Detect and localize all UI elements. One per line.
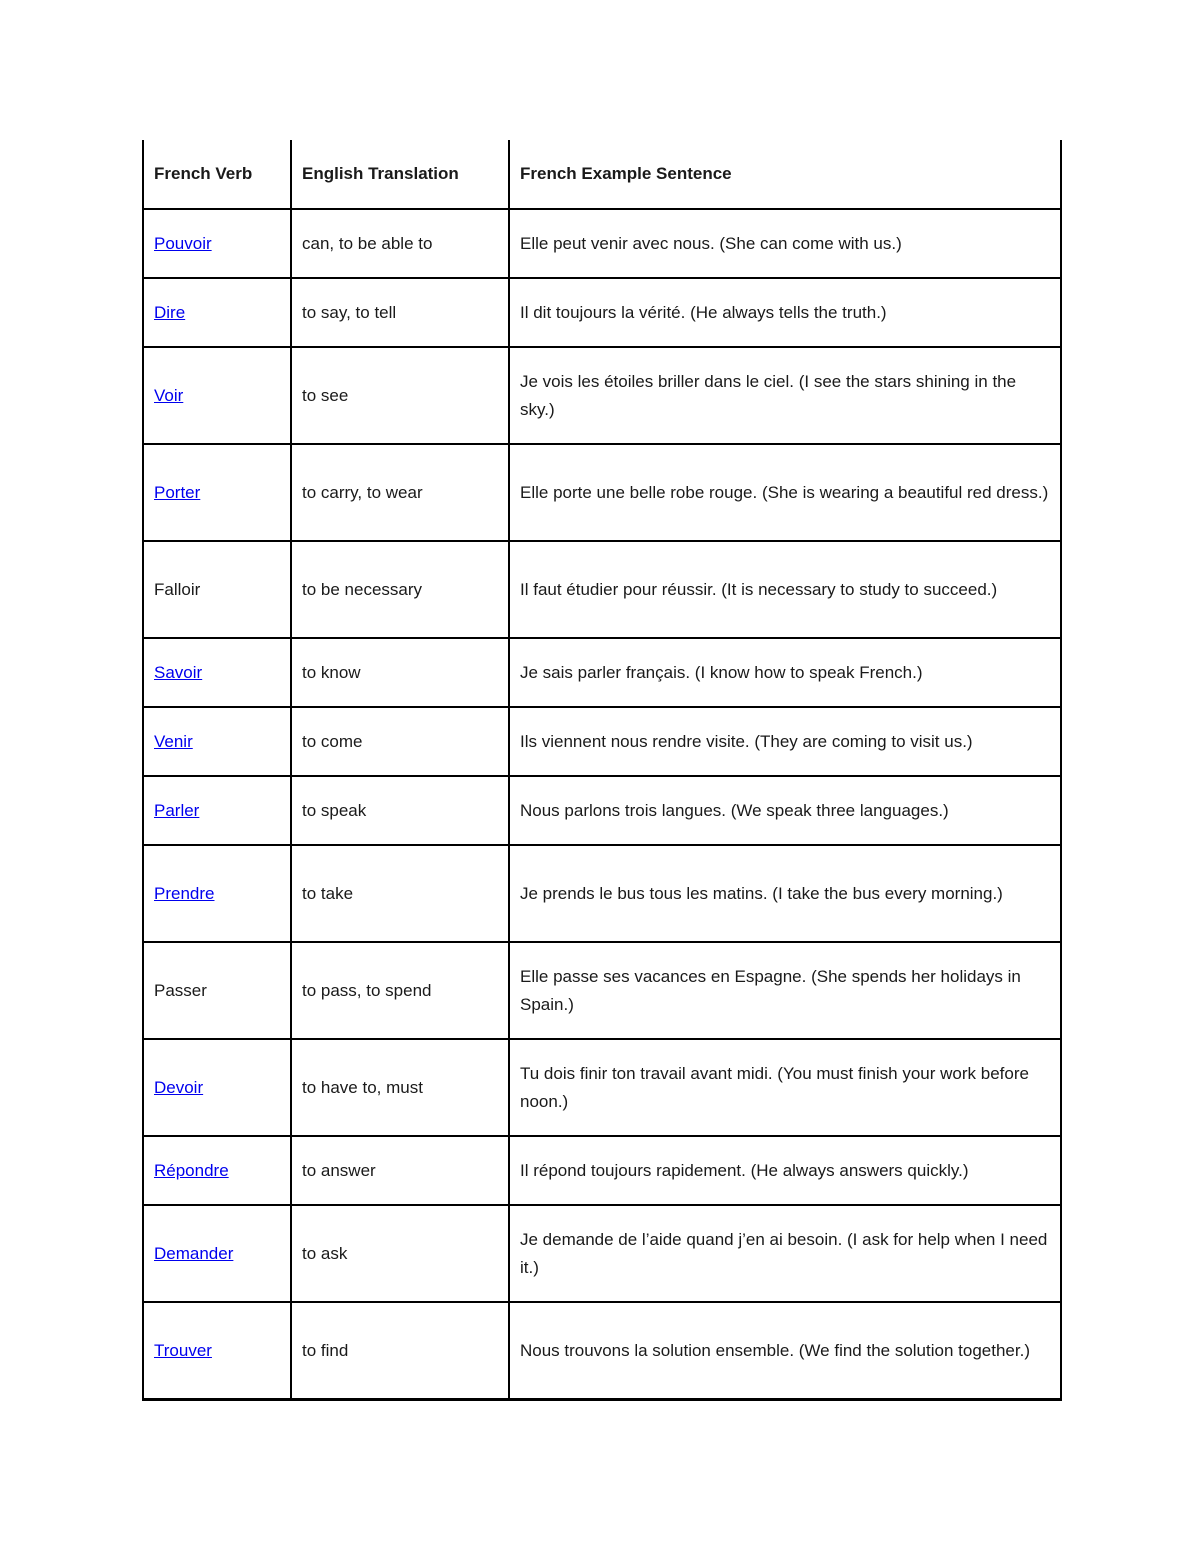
verb-cell bbox=[143, 845, 291, 942]
verb-cell bbox=[143, 1039, 291, 1136]
verb-link[interactable]: Dire bbox=[154, 302, 186, 322]
example-sentence-cell: Elle porte une belle robe rouge. (She is wearing a beautiful red dress.) bbox=[509, 444, 1061, 541]
verb-link[interactable]: Devoir bbox=[154, 1077, 204, 1097]
verb-table bbox=[142, 140, 1062, 1401]
verb-link[interactable]: Demander bbox=[154, 1243, 234, 1263]
verb-text: Falloir bbox=[154, 579, 201, 599]
english-translation-cell: to find bbox=[291, 1302, 509, 1400]
verb-cell bbox=[143, 347, 291, 444]
verb-link[interactable]: Pouvoir bbox=[154, 233, 212, 253]
table-row bbox=[143, 707, 1061, 776]
verb-cell bbox=[143, 444, 291, 541]
verb-link[interactable]: Trouver bbox=[154, 1340, 212, 1360]
table-row bbox=[143, 347, 1061, 444]
verb-link[interactable]: Venir bbox=[154, 731, 193, 751]
example-sentence-cell: Il répond toujours rapidement. (He always answers quickly.) bbox=[509, 1136, 1061, 1205]
example-sentence-cell: Je vois les étoiles briller dans le ciel. (I see the stars shining in the sky.) bbox=[509, 347, 1061, 444]
verb-link[interactable]: Savoir bbox=[154, 662, 203, 682]
table-row bbox=[143, 845, 1061, 942]
table-body bbox=[143, 209, 1061, 1400]
verb-cell bbox=[143, 942, 291, 1039]
example-sentence-cell: Je prends le bus tous les matins. (I take the bus every morning.) bbox=[509, 845, 1061, 942]
english-translation-cell: to answer bbox=[291, 1136, 509, 1205]
english-translation-cell: to pass, to spend bbox=[291, 942, 509, 1039]
verb-link[interactable]: Prendre bbox=[154, 883, 215, 903]
table-row bbox=[143, 209, 1061, 278]
verb-text: Passer bbox=[154, 980, 207, 1000]
table-row bbox=[143, 638, 1061, 707]
example-sentence-cell: Je sais parler français. (I know how to speak French.) bbox=[509, 638, 1061, 707]
example-sentence-cell: Ils viennent nous rendre visite. (They are coming to visit us.) bbox=[509, 707, 1061, 776]
verb-cell bbox=[143, 209, 291, 278]
english-translation-cell: to carry, to wear bbox=[291, 444, 509, 541]
verb-cell bbox=[143, 1205, 291, 1302]
english-translation-cell: to see bbox=[291, 347, 509, 444]
verb-link[interactable]: Porter bbox=[154, 482, 201, 502]
table-row bbox=[143, 776, 1061, 845]
example-sentence-cell: Il dit toujours la vérité. (He always tells the truth.) bbox=[509, 278, 1061, 347]
example-sentence-cell: Nous parlons trois langues. (We speak three languages.) bbox=[509, 776, 1061, 845]
english-translation-cell: to come bbox=[291, 707, 509, 776]
english-translation-cell: to take bbox=[291, 845, 509, 942]
example-sentence-cell: Il faut étudier pour réussir. (It is necessary to study to succeed.) bbox=[509, 541, 1061, 638]
english-translation-cell: to be necessary bbox=[291, 541, 509, 638]
verb-cell bbox=[143, 278, 291, 347]
verb-cell bbox=[143, 541, 291, 638]
example-sentence-cell: Elle peut venir avec nous. (She can come with us.) bbox=[509, 209, 1061, 278]
example-sentence-cell: Tu dois finir ton travail avant midi. (You must finish your work before noon.) bbox=[509, 1039, 1061, 1136]
table-row bbox=[143, 1136, 1061, 1205]
header-french-verb: French Verb bbox=[143, 140, 291, 209]
verb-link[interactable]: Voir bbox=[154, 385, 184, 405]
english-translation-cell: to ask bbox=[291, 1205, 509, 1302]
english-translation-cell: can, to be able to bbox=[291, 209, 509, 278]
table-row bbox=[143, 444, 1061, 541]
table-row bbox=[143, 942, 1061, 1039]
table-row bbox=[143, 541, 1061, 638]
english-translation-cell: to say, to tell bbox=[291, 278, 509, 347]
verb-cell bbox=[143, 707, 291, 776]
table-row bbox=[143, 1302, 1061, 1400]
english-translation-cell: to speak bbox=[291, 776, 509, 845]
header-english-translation: English Translation bbox=[291, 140, 509, 209]
table-row bbox=[143, 1039, 1061, 1136]
english-translation-cell: to know bbox=[291, 638, 509, 707]
verb-link[interactable]: Répondre bbox=[154, 1160, 229, 1180]
english-translation-cell: to have to, must bbox=[291, 1039, 509, 1136]
table-row bbox=[143, 1205, 1061, 1302]
example-sentence-cell: Elle passe ses vacances en Espagne. (She spends her holidays in Spain.) bbox=[509, 942, 1061, 1039]
table-header-row bbox=[143, 140, 1061, 209]
header-french-example: French Example Sentence bbox=[509, 140, 1061, 209]
verb-cell bbox=[143, 1136, 291, 1205]
table-row bbox=[143, 278, 1061, 347]
example-sentence-cell: Je demande de l’aide quand j’en ai besoin. (I ask for help when I need it.) bbox=[509, 1205, 1061, 1302]
verb-cell bbox=[143, 1302, 291, 1400]
verb-link[interactable]: Parler bbox=[154, 800, 200, 820]
example-sentence-cell: Nous trouvons la solution ensemble. (We find the solution together.) bbox=[509, 1302, 1061, 1400]
verb-cell bbox=[143, 776, 291, 845]
verb-cell bbox=[143, 638, 291, 707]
